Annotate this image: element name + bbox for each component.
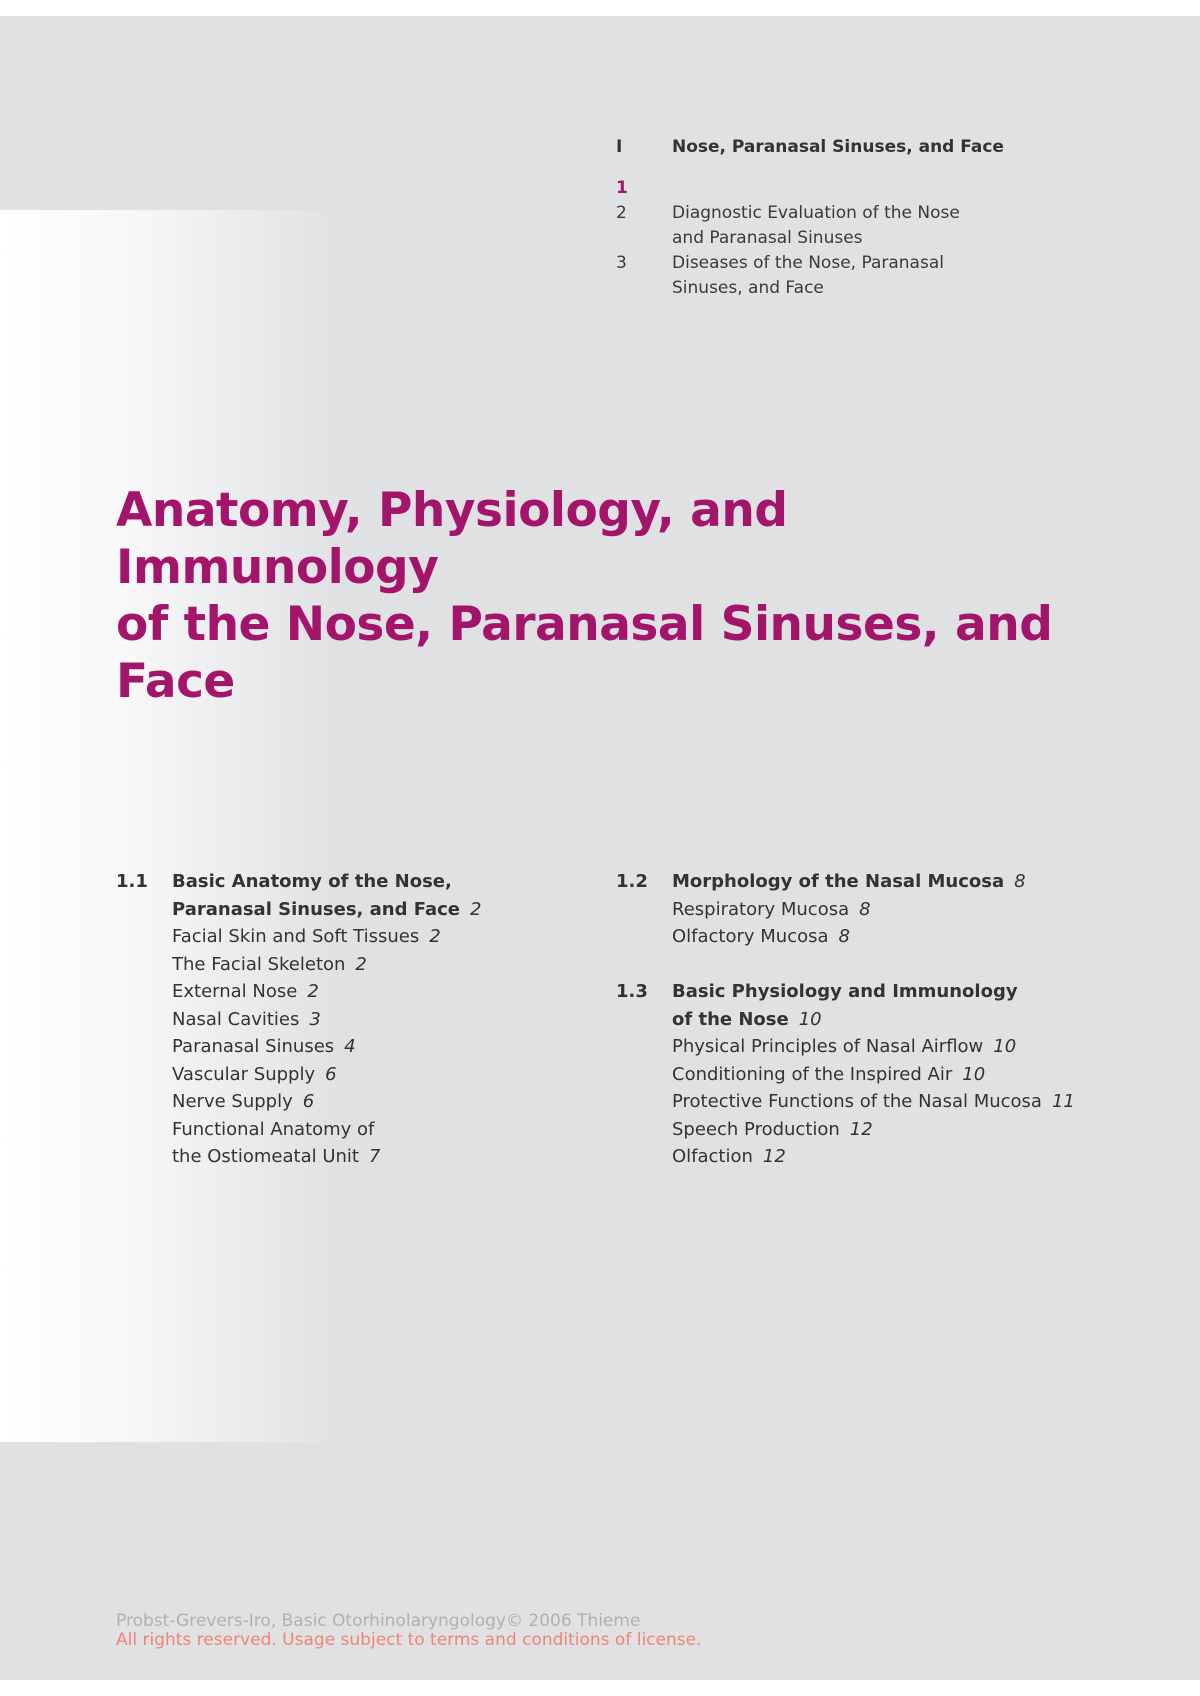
toc-entry <box>172 1143 596 1171</box>
section-number: 1.1 <box>116 871 148 892</box>
toc-section-1-2 <box>616 868 1096 951</box>
toc-section-1-1 <box>116 868 596 1171</box>
toc-entry-page: 8 <box>859 898 871 920</box>
license-line: All rights reserved. Usage subject to terms and conditions of license. <box>116 1630 702 1650</box>
toc-entry-title: External Nose <box>172 981 298 1002</box>
page <box>0 16 1200 1680</box>
toc-entry <box>172 923 596 951</box>
toc-entry-page: 2 <box>307 981 319 1002</box>
toc-entry <box>672 1061 1136 1089</box>
toc-entry-page: 6 <box>302 1091 315 1112</box>
toc-entry-title: Protective Functions of the Nasal Mucosa <box>672 1091 1042 1112</box>
toc-entry-title: Paranasal Sinuses, and Face <box>172 898 461 920</box>
part-toc-text: Diagnostic Evaluation of the Nose and Paranasal Sinuses <box>672 203 960 248</box>
toc-section-1-3 <box>616 978 1136 1171</box>
toc-entry <box>672 1033 1136 1061</box>
chapter-title-line: of the Nose, Paranasal Sinuses, and Face <box>116 597 1053 709</box>
toc-entry-title: Paranasal Sinuses <box>172 1036 335 1057</box>
toc-entry-page: 4 <box>344 1036 356 1057</box>
chapter-title <box>116 482 1116 710</box>
part-toc-item <box>616 176 1036 201</box>
toc-entry-page: 10 <box>993 1036 1017 1057</box>
toc-entry <box>672 1088 1136 1116</box>
toc-entry-title: Physical Principles of Nasal Airflow <box>672 1036 984 1057</box>
toc-entry-title: Basic Anatomy of the Nose, <box>172 871 452 892</box>
left-fade-band <box>0 210 340 1442</box>
toc-entry-title: Functional Anatomy of <box>172 1118 375 1140</box>
part-toc-num: 3 <box>616 253 627 273</box>
toc-entry-title: Basic Physiology and Immunology <box>672 981 1018 1002</box>
toc-entry-page: 12 <box>762 1146 786 1167</box>
toc-entry-title: Olfaction <box>672 1146 753 1167</box>
part-toc-text: Diseases of the Nose, Paranasal Sinuses, and Face <box>672 253 944 298</box>
toc-entry <box>172 978 596 1006</box>
toc-entry-title: Respiratory Mucosa <box>672 898 850 920</box>
section-number: 1.2 <box>616 871 648 892</box>
toc-entry <box>172 896 596 924</box>
toc-entry-page: 8 <box>1014 871 1026 892</box>
part-toc-num: 1 <box>616 178 628 198</box>
toc-entry-page: 10 <box>962 1063 986 1085</box>
toc-entry-title: Olfactory Mucosa <box>672 926 829 947</box>
toc-entry-title: Nasal Cavities <box>172 1008 300 1030</box>
toc-entry <box>672 978 1136 1006</box>
toc-entry <box>172 951 596 979</box>
toc-entry-page: 2 <box>470 898 482 920</box>
toc-entry-title: of the Nose <box>672 1008 789 1030</box>
part-title: Nose, Paranasal Sinuses, and Face <box>672 137 1004 157</box>
toc-entry-page: 8 <box>838 926 850 947</box>
part-toc-item <box>616 201 1036 251</box>
section-number: 1.3 <box>616 981 648 1002</box>
toc-entry-page: 3 <box>309 1008 321 1030</box>
toc-entry-title: Nerve Supply <box>172 1091 293 1112</box>
part-toc-num: 2 <box>616 203 627 223</box>
toc-entry-title: Vascular Supply <box>172 1063 316 1085</box>
toc-entry-page: 11 <box>1051 1091 1075 1112</box>
part-toc-item <box>616 251 1036 301</box>
toc-entry-title: the Ostiomeatal Unit <box>172 1146 359 1167</box>
toc-entry-title: Morphology of the Nasal Mucosa <box>672 871 1005 892</box>
toc-entry <box>172 1006 596 1034</box>
part-number: I <box>616 137 623 157</box>
toc-entry-page: 2 <box>429 926 441 947</box>
toc-entry-page: 6 <box>325 1063 337 1085</box>
part-toc-text <box>672 176 1036 201</box>
toc-entry <box>172 1061 596 1089</box>
part-toc <box>616 176 1036 301</box>
toc-entry-page: 7 <box>368 1146 381 1167</box>
toc-entry-title: Conditioning of the Inspired Air <box>672 1063 953 1085</box>
toc-entry <box>672 1143 1136 1171</box>
toc-entry-page: 2 <box>355 953 367 975</box>
toc-entry-title: Speech Production <box>672 1118 840 1140</box>
toc-entry-title: The Facial Skeleton <box>172 953 346 975</box>
chapter-title-line: Anatomy, Physiology, and Immunology <box>116 483 788 595</box>
toc-entry <box>672 1116 1136 1144</box>
toc-entry <box>672 1006 1136 1034</box>
toc-entry <box>172 1116 596 1144</box>
toc-entry-title: Facial Skin and Soft Tissues <box>172 926 420 947</box>
toc-entry <box>672 923 1096 951</box>
toc-entry <box>172 1033 596 1061</box>
toc-entry-page: 10 <box>798 1008 822 1030</box>
toc-entry-page: 12 <box>849 1118 873 1140</box>
toc-entry <box>172 868 596 896</box>
toc-entry <box>672 896 1096 924</box>
copyright-line: Probst-Grevers-Iro, Basic Otorhinolaryngology© 2006 Thieme <box>116 1611 641 1631</box>
toc-entry <box>672 868 1096 896</box>
toc-entry <box>172 1088 596 1116</box>
